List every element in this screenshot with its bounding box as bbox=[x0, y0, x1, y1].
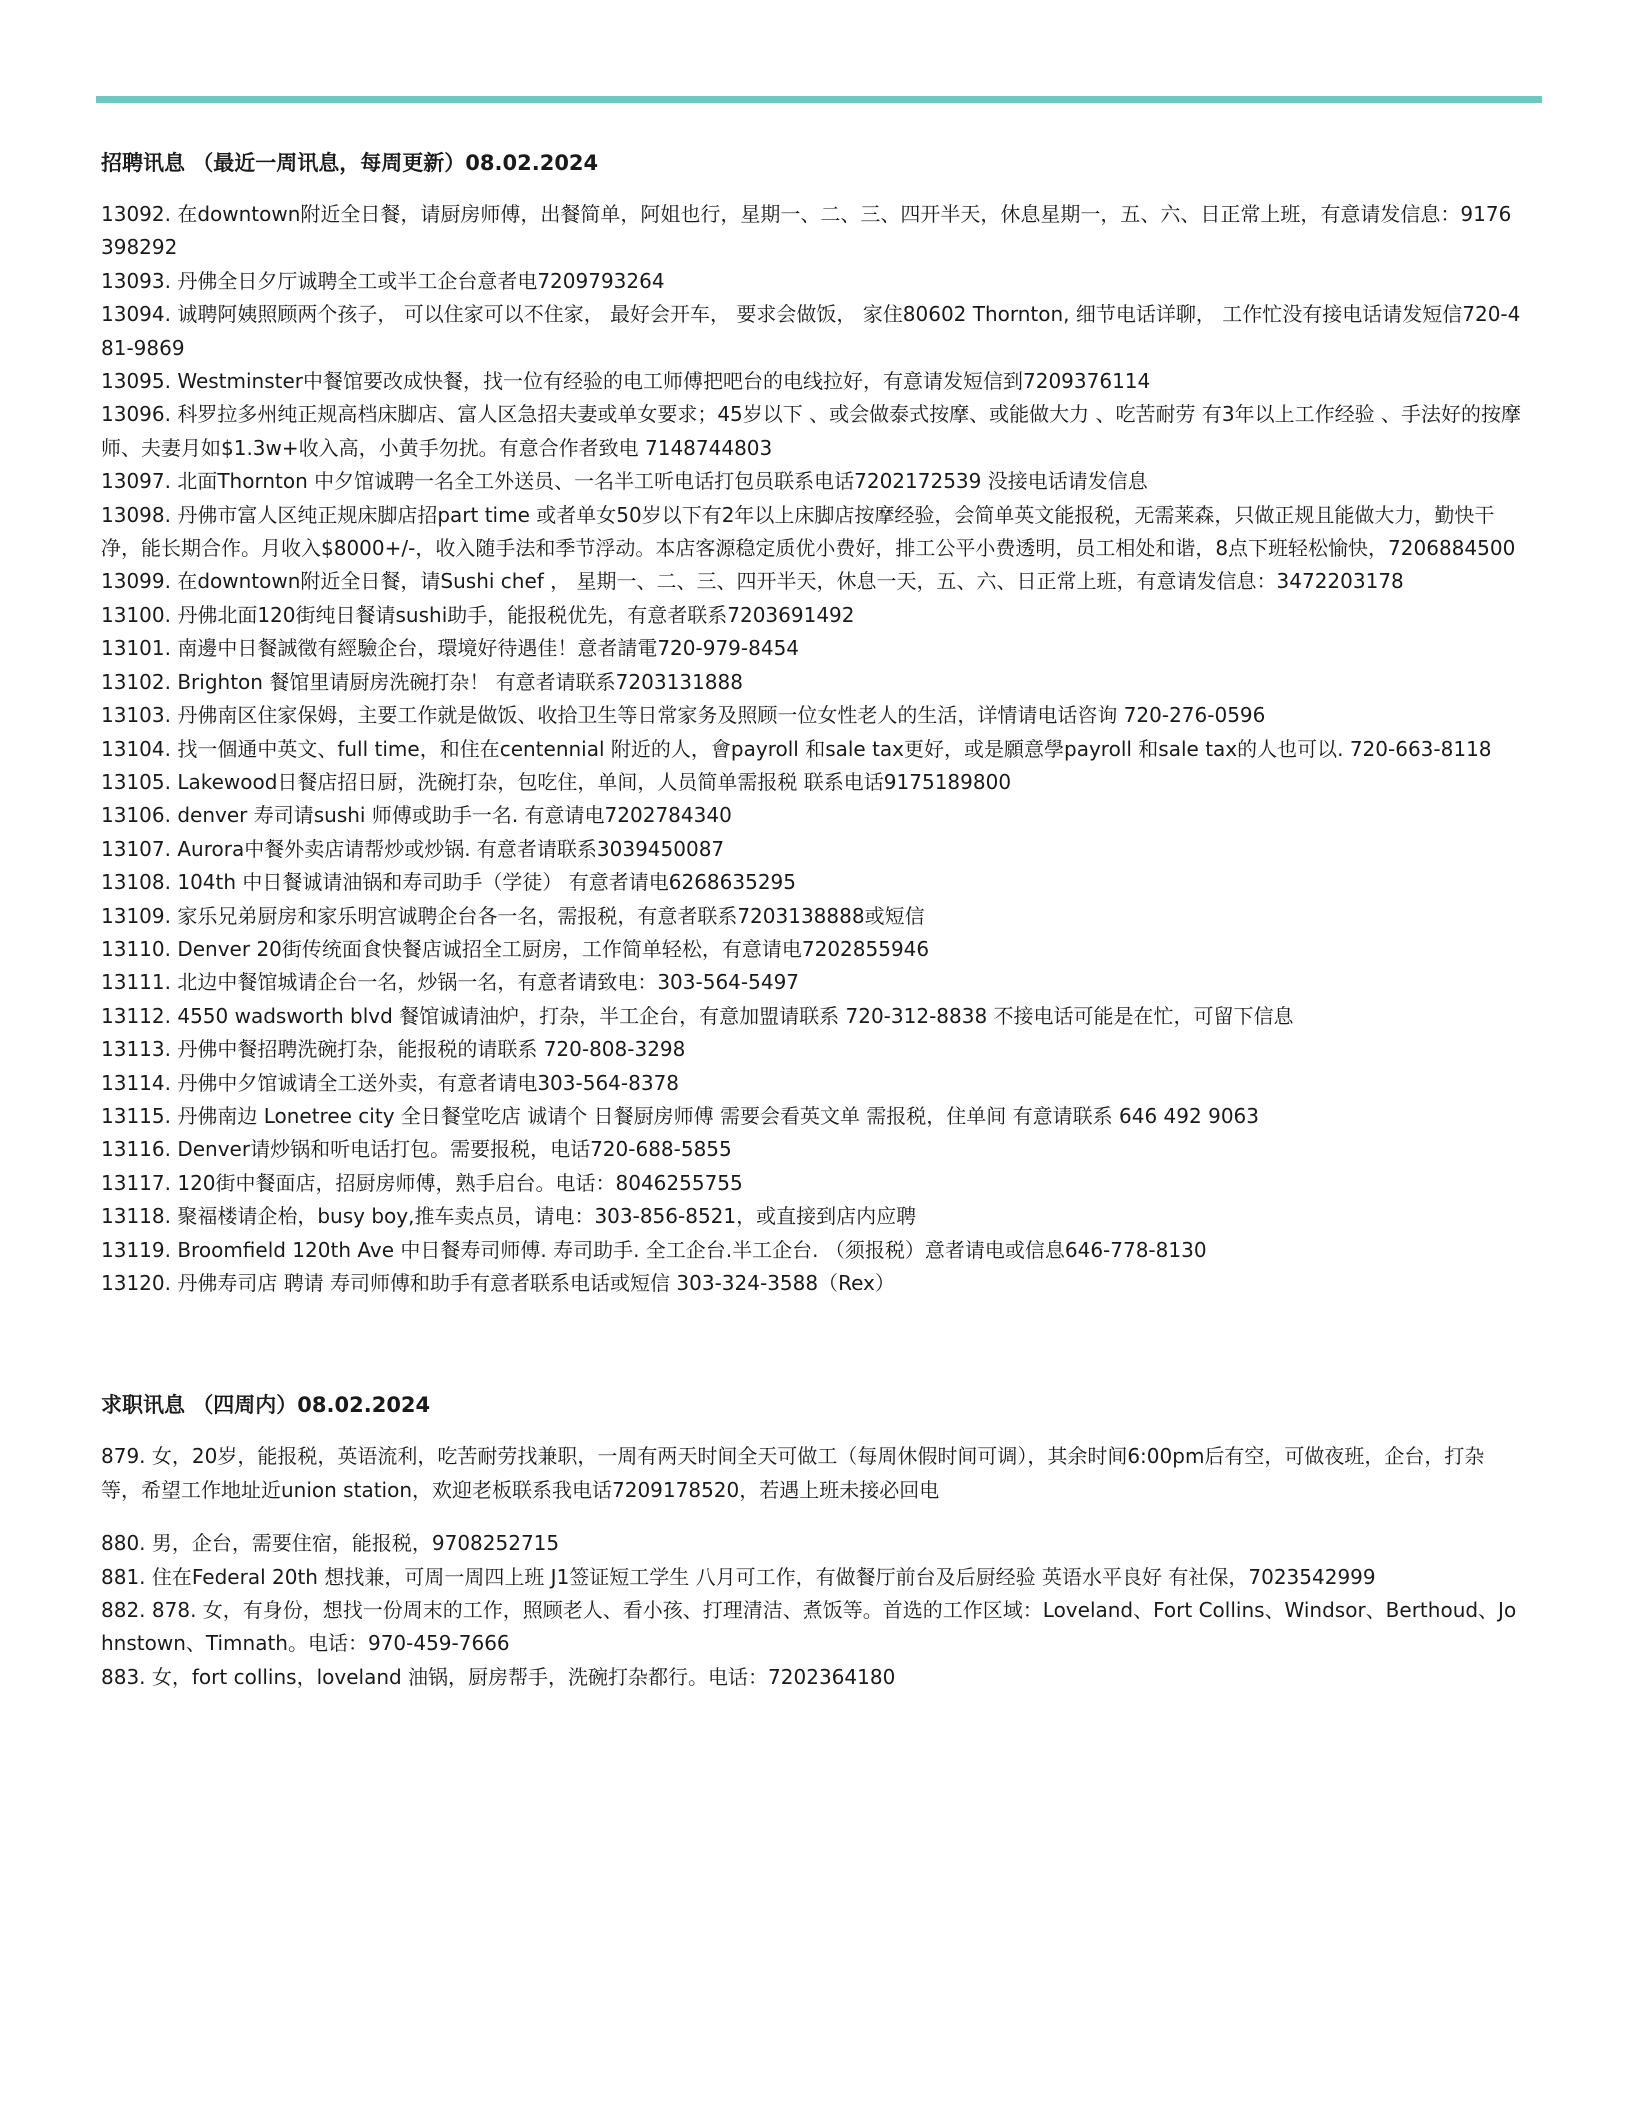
hiring-listing: 13102. Brighton 餐馆里请厨房洗碗打杂！ 有意者请联系7203131888 bbox=[101, 669, 743, 694]
seeking-section-title: 求职讯息 （四周内）08.02.2024 bbox=[101, 1393, 431, 1418]
hiring-listing: 13111. 北边中餐馆城请企台一名，炒锅一名，有意者请致电：303-564-5497 bbox=[101, 970, 800, 995]
hiring-listing: 13116. Denver请炒锅和听电话打包。需要报税，电话720-688-5855 bbox=[101, 1137, 732, 1162]
hiring-listing: 13103. 丹佛南区住家保姆，主要工作就是做饭、收拾卫生等日常家务及照顾一位女性老人的生活，详情请电话咨询 720-276-0596 bbox=[101, 703, 1266, 728]
hiring-listing: 13096. 科罗拉多州纯正规高档床脚店、富人区急招夫妻或单女要求；45岁以下 、或会做泰式按摩、或能做大力 、吃苦耐劳 有3年以上工作经验 、手法好的按摩师、夫妻月如$1.3w+收入高，小黄手勿扰。有意合作者致电 7148744803 bbox=[101, 402, 1521, 460]
hiring-listing: 13106. denver 寿司请sushi 师傅或助手一名. 有意请电7202784340 bbox=[101, 803, 732, 828]
hiring-listing: 13118. 聚福楼请企枱，busy boy,推车卖点员，请电：303-856-8521，或直接到店内应聘 bbox=[101, 1204, 917, 1229]
hiring-listing: 13107. Aurora中餐外卖店请帮炒或炒锅. 有意者请联系3039450087 bbox=[101, 836, 725, 861]
hiring-listing: 13105. Lakewood日餐店招日厨，洗碗打杂，包吃住，单间，人员简单需报税 联系电话9175189800 bbox=[101, 769, 1012, 794]
hiring-listing: 13109. 家乐兄弟厨房和家乐明宫诚聘企台各一名，需报税，有意者联系7203138888或短信 bbox=[101, 903, 925, 928]
hiring-listing: 13112. 4550 wadsworth blvd 餐馆诚请油炉，打杂，半工企台，有意加盟请联系 720-312-8838 不接电话可能是在忙，可留下信息 bbox=[101, 1003, 1294, 1028]
hiring-section bbox=[101, 146, 1521, 1300]
header-divider bbox=[96, 96, 1542, 103]
hiring-listing: 13120. 丹佛寿司店 聘请 寿司师傅和助手有意者联系电话或短信 303-324-3588（Rex） bbox=[101, 1271, 895, 1295]
seeking-listing: 880. 男，企台，需要住宿，能报税，9708252715 bbox=[101, 1531, 560, 1556]
hiring-listing: 13108. 104th 中日餐诚请油锅和寿司助手（学徒） 有意者请电6268635295 bbox=[101, 870, 796, 895]
hiring-listing: 13104. 找一個通中英文、full time，和住在centennial 附近的人，會payroll 和sale tax更好，或是願意學payroll 和sale tax的人也可以. 720-663-8118 bbox=[101, 736, 1492, 761]
hiring-listing: 13113. 丹佛中餐招聘洗碗打杂，能报税的请联系 720-808-3298 bbox=[101, 1037, 686, 1062]
hiring-listing: 13098. 丹佛市富人区纯正规床脚店招part time 或者单女50岁以下有2年以上床脚店按摩经验，会简单英文能报税，无需莱森，只做正规且能做大力，勤快干净，能长期合作。月收入$8000+/-，收入随手法和季节浮动。本店客源稳定质优小费好，排工公平小费透明，员工相处和谐，8点下班轻松愉快，7206884500 bbox=[101, 502, 1516, 561]
hiring-section-title: 招聘讯息 （最近一周讯息，每周更新）08.02.2024 bbox=[101, 151, 599, 175]
hiring-listing: 13115. 丹佛南边 Lonetree city 全日餐堂吃店 诚请个 日餐厨房师傅 需要会看英文单 需报税，住单间 有意请联系 646 492 9063 bbox=[101, 1103, 1259, 1128]
hiring-listing: 13099. 在downtown附近全日餐，请Sushi chef ， 星期一、二、三、四开半天，休息一天，五、六、日正常上班，有意请发信息：3472203178 bbox=[101, 569, 1404, 594]
hiring-listing: 13092. 在downtown附近全日餐，请厨房师傅，出餐简单，阿姐也行，星期一、二、三、四开半天，休息星期一，五、六、日正常上班，有意请发信息：9176398292 bbox=[101, 202, 1512, 260]
hiring-listing: 13093. 丹佛全日夕厅诚聘全工或半工企台意者电7209793264 bbox=[101, 268, 665, 293]
seeking-section bbox=[101, 1388, 1521, 1694]
seeking-listing: 881. 住在Federal 20th 想找兼，可周一周四上班 J1签证短工学生 八月可工作，有做餐厅前台及后厨经验 英语水平良好 有社保，7023542999 bbox=[101, 1564, 1376, 1589]
hiring-listing: 13119. Broomfield 120th Ave 中日餐寿司师傅. 寿司助手. 全工企台.半工企台. （须报税）意者请电或信息646-778-8130 bbox=[101, 1237, 1207, 1262]
hiring-listing: 13100. 丹佛北面120街纯日餐请sushi助手，能报税优先，有意者联系7203691492 bbox=[101, 602, 855, 627]
page-content bbox=[101, 146, 1521, 1694]
hiring-listing: 13094. 诚聘阿姨照顾两个孩子， 可以住家可以不住家， 最好会开车， 要求会做饭， 家住80602 Thornton, 细节电话详聊， 工作忙没有接电话请发短信720-481-9869 bbox=[101, 302, 1521, 360]
hiring-listing: 13117. 120街中餐面店，招厨房师傅，熟手启台。电话：8046255755 bbox=[101, 1170, 743, 1195]
hiring-listing: 13101. 南邊中日餐誠徵有經驗企台，環境好待遇佳！意者請電720-979-8454 bbox=[101, 636, 800, 661]
hiring-listing: 13110. Denver 20街传统面食快餐店诚招全工厨房，工作简单轻松，有意请电7202855946 bbox=[101, 936, 930, 961]
seeking-listing: 883. 女，fort collins，loveland 油锅，厨房帮手，洗碗打杂都行。电话：7202364180 bbox=[101, 1664, 896, 1689]
hiring-listing: 13095. Westminster中餐馆要改成快餐，找一位有经验的电工师傅把吧台的电线拉好，有意请发短信到7209376114 bbox=[101, 369, 1151, 394]
hiring-listing: 13114. 丹佛中夕馆诚请全工送外卖，有意者请电303-564-8378 bbox=[101, 1070, 680, 1095]
seeking-listing: 882. 878. 女，有身份，想找一份周末的工作，照顾老人、看小孩、打理清洁、煮饭等。首选的工作区域：Loveland、Fort Collins、Windsor、Berthoud、Johnstown、Timnath。电话：970-459-7666 bbox=[101, 1598, 1517, 1656]
hiring-listing: 13097. 北面Thornton 中夕馆诚聘一名全工外送员、一名半工听电话打包员联系电话7202172539 没接电话请发信息 bbox=[101, 469, 1148, 494]
seeking-listing: 879. 女，20岁，能报税，英语流利，吃苦耐劳找兼职，一周有两天时间全天可做工（每周休假时间可调），其余时间6:00pm后有空，可做夜班，企台，打杂等，希望工作地址近union station，欢迎老板联系我电话7209178520，若遇上班未接必回电 bbox=[101, 1444, 1485, 1502]
